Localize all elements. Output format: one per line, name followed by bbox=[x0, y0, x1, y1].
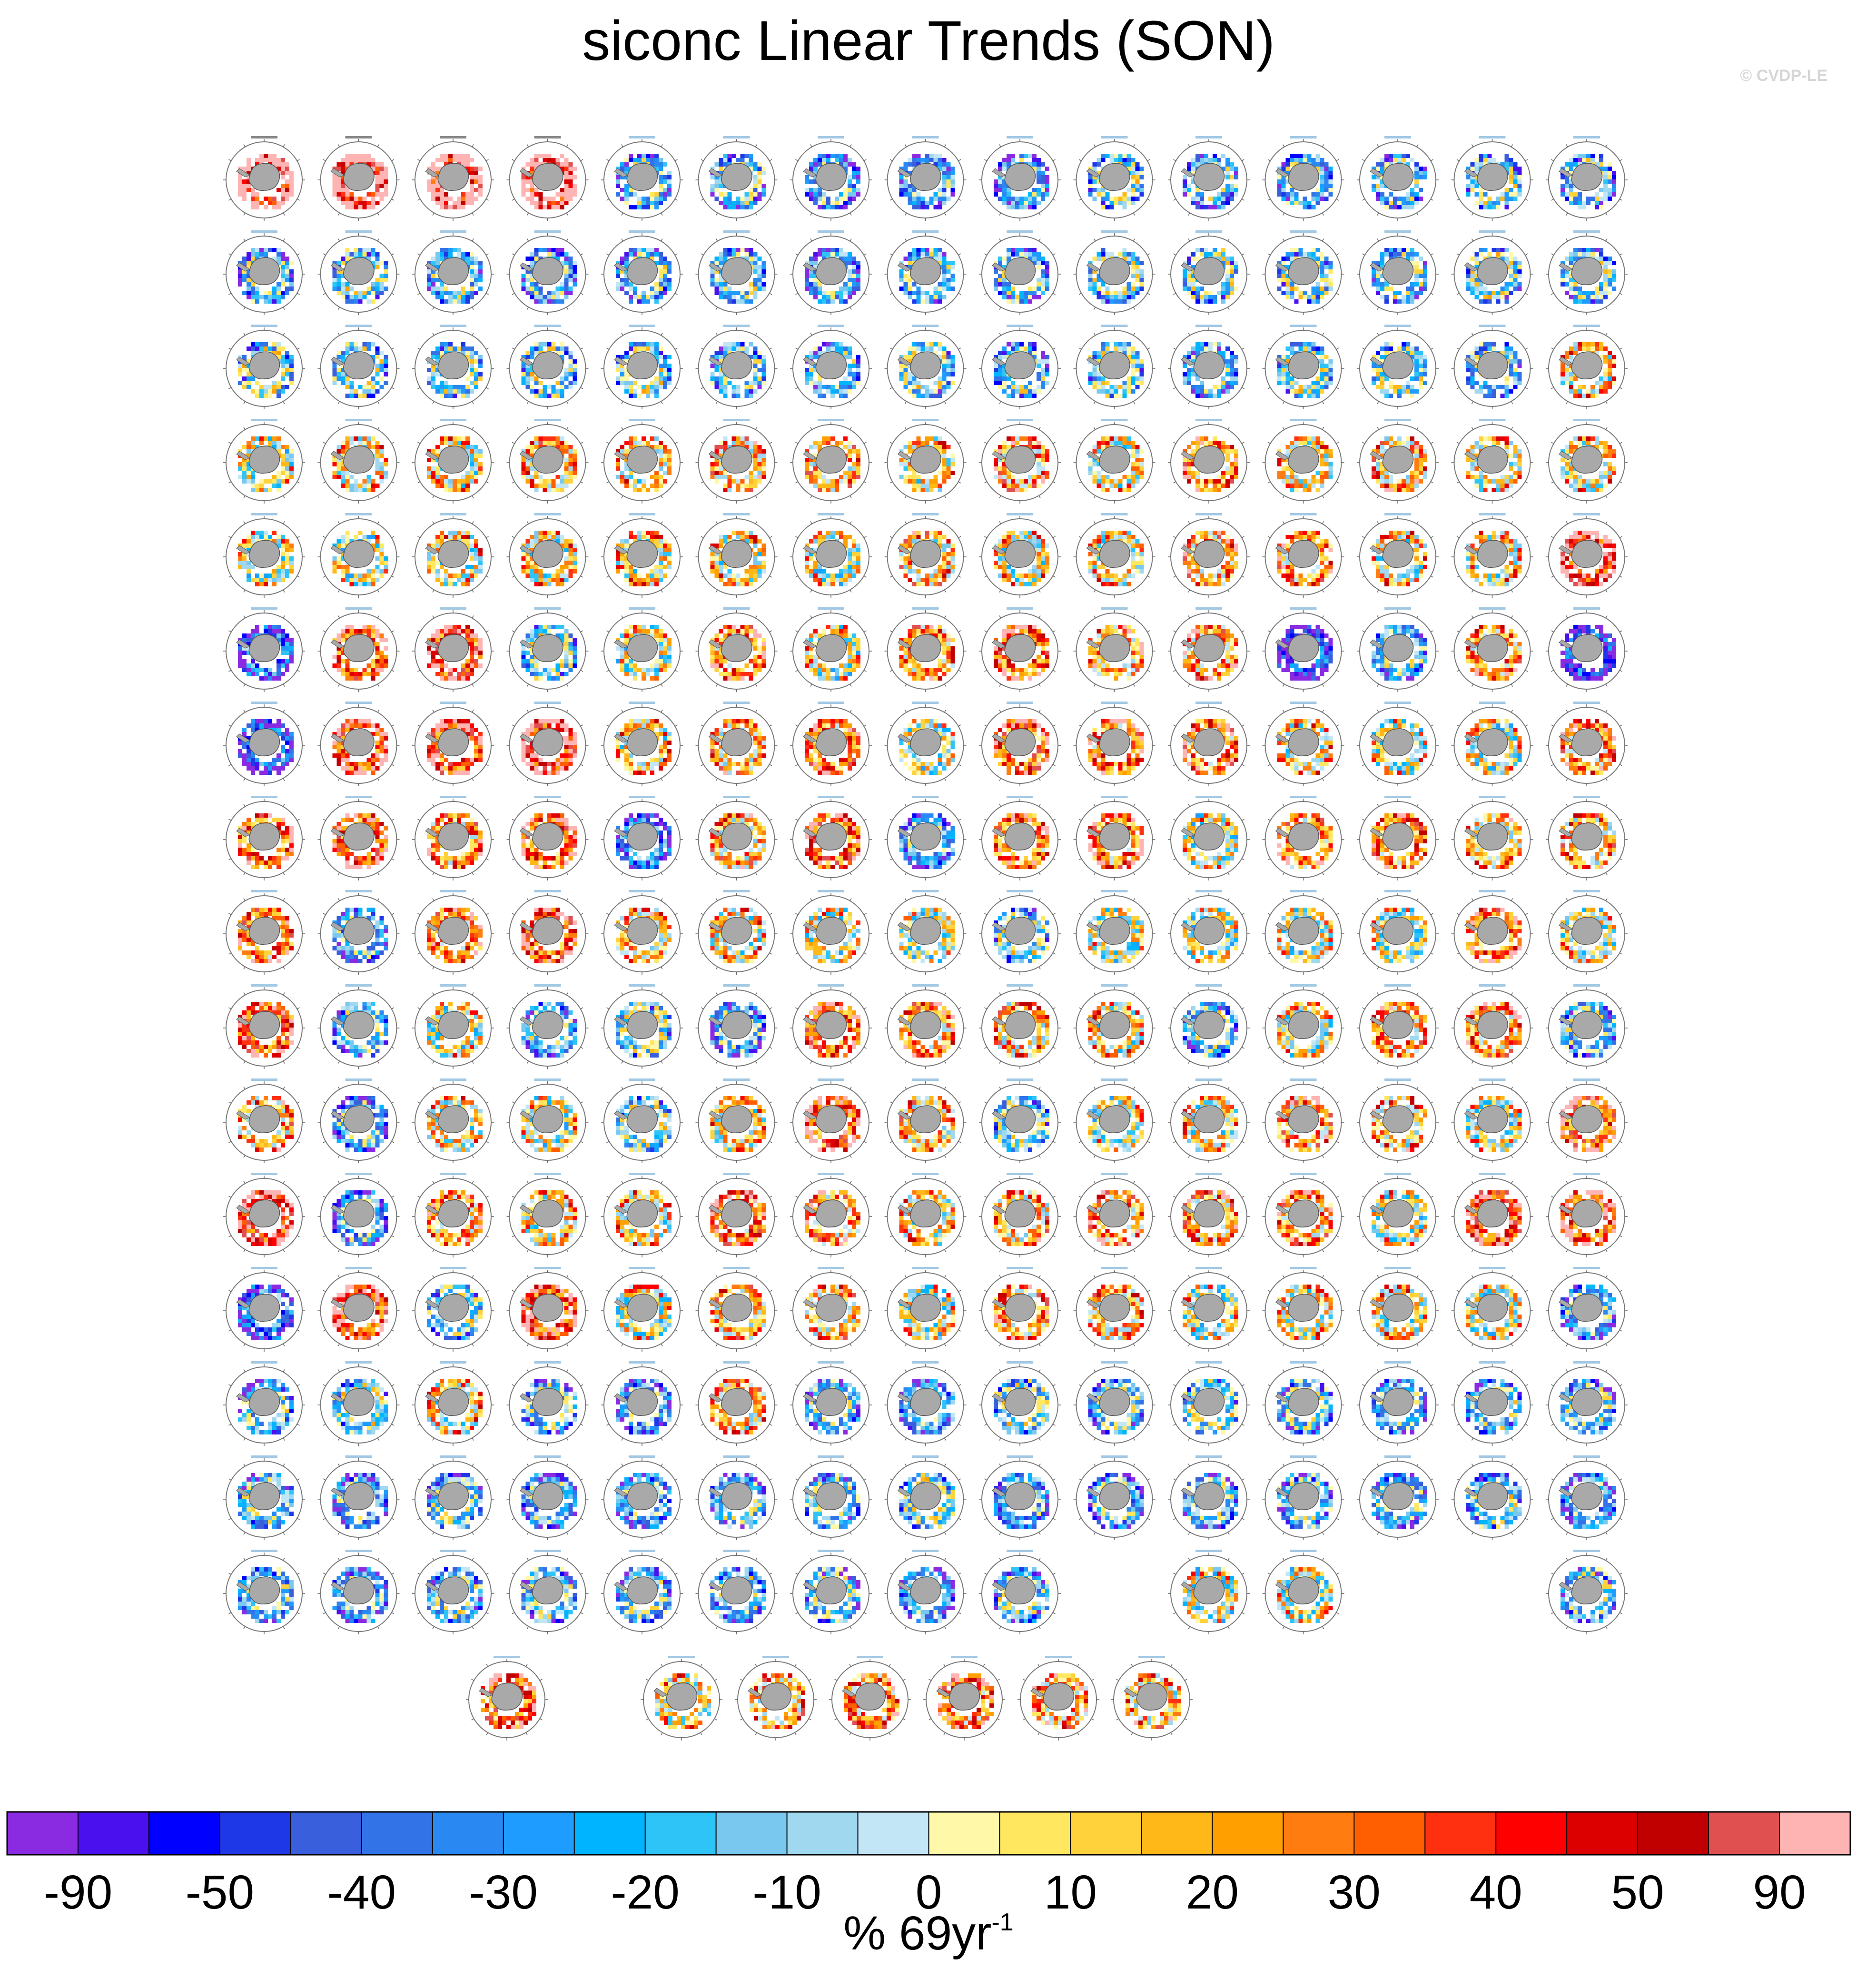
credit-label: © CVDP-LE bbox=[1740, 67, 1827, 85]
chart-title: siconc Linear Trends (SON) bbox=[0, 9, 1857, 73]
